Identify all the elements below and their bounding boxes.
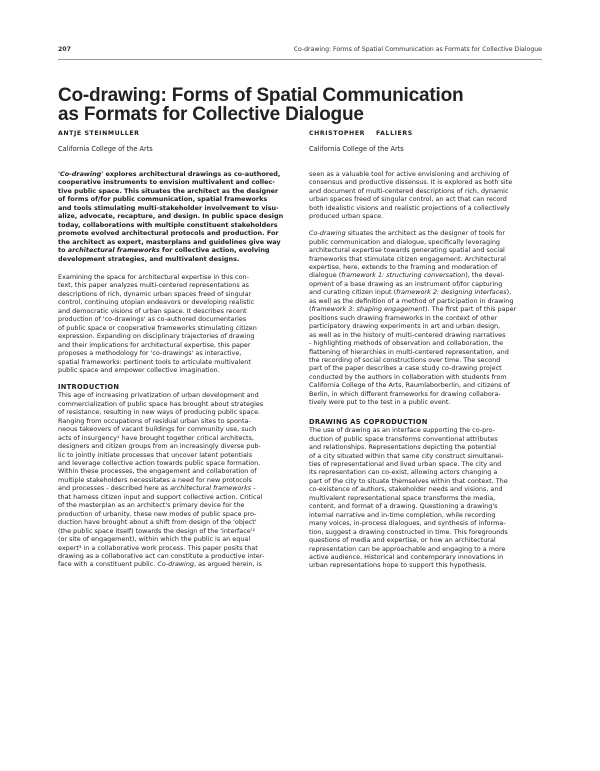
text-line: This age of increasing privatization of urban development and [58,391,259,400]
text-line: (framework 3: shaping engagement). The first part of this paper [309,305,517,314]
text-line: and tools stimulating multi-stakeholder involvement to visu- [58,203,279,212]
text-line: Examining the space for architectural expertise in this con- [58,272,249,281]
text-line: of public space or cooperative frameworks stimulating citizen [58,323,257,332]
text-line: ties of representational and lived urban space. The city and [309,460,502,468]
text-line: frameworks that stimulate citizen engagement. Architectural [309,254,506,263]
text-line: the recording of social constructions over time. The second [309,356,501,365]
author-affiliation: California College of the Arts [58,145,153,153]
text-line: duction have brought about a shift from design of the 'object' [58,518,257,527]
text-line: Ranging from occupations of residual urban sites to sponta- [58,416,251,425]
text-line: face with a constituent public. Co-drawing, as argued herein, is [58,560,262,569]
text-line: public space and empower collective imagination. [58,365,220,374]
paper-title [58,86,478,124]
text-line: duction of public space transforms conventional attributes [309,434,498,443]
text-line: conducted by the authors in collaboration with students from [309,372,507,381]
text-line: multiple stakeholders necessitates a need for new protocols [58,475,252,484]
page-number: 207 [58,46,71,53]
title-line: as Formats for Collective Dialogue [58,104,364,125]
text-line: active audience. Historical and contemporary innovations in [309,552,504,561]
author-name: CHRISTOPHER FALLIERS [309,130,413,137]
text-line: spatial frameworks: pertinent tools to articulate multivalent [58,357,251,366]
text-line: that harness citizen input and support collective action. Critical [58,492,263,501]
paragraph [309,170,541,221]
text-line: urban representations hope to support this hypothesis. [309,561,487,570]
text-line: its representation can co-exist, allowing actors changing a [309,468,498,477]
text-line: expert³ in a collaborative work process. This paper posits that [58,543,258,552]
left-column [58,170,286,577]
text-line: tion, suggest a drawing constructed in time. This foregrounds [309,527,508,536]
text-line: public communication and dialogue, specifically leveraging [309,237,501,246]
text-line: opment of a base drawing as an instrument of/for capturing [309,279,503,288]
text-line: (or site of engagement), within which the public is an equal [58,535,251,544]
text-line: participatory drawing experiments in art and urban design, [309,322,501,331]
section-heading-coproduction: DRAWING AS COPRODUCTION [309,417,428,426]
page-header [58,46,542,58]
header-divider [58,59,542,60]
abstract [58,170,286,263]
text-line: many voices, in-process dialogues, and synthesis of informa- [309,519,506,528]
text-line: promote evolved architectural protocols and production. For [58,229,279,238]
text-line: part of the city to situate themselves within that context. The [309,476,508,485]
text-line: and their implications for architectural expertise, this paper [58,340,251,349]
text-line: urban spaces freed of singular control, an act that can record [309,195,507,204]
text-line: descriptions of rich, dynamic urban spaces freed of singular [58,289,252,298]
text-line: architectural expertise towards generating spatial and social [309,246,505,255]
text-line: and leverage collective action towards public space formation. [58,459,261,467]
text-line: tive public space. This situates the architect as the designer [58,186,279,195]
author-block [309,130,413,153]
text-line: content, and format of a drawing. Questioning a drawing's [309,502,498,511]
text-line: control, continuing utopian endeavors or developing realistic [58,298,255,307]
running-title: Co-drawing: Forms of Spatial Communication as Formats for Collective Dialogue [293,46,542,53]
text-line: to architectural frameworks for collective action, evolving [58,246,270,255]
text-line: Within these processes, the engagement and collaboration of [58,467,257,476]
text-line: questions of media and expertise, or how an architectural [309,536,496,545]
text-line: text, this paper analyzes multi-centered representations as [58,281,250,290]
text-line: designers and citizen groups from an increasingly diverse pub- [58,442,261,451]
text-line: internal narrative and in-time completion, while recording [309,510,496,519]
text-line: of resistance, resulting in new ways of producing public space. [58,408,261,417]
text-line: lic to jointly initiate processes that uncover latent potentials [58,450,253,459]
text-line: seen as a valuable tool for active envisioning and archiving of [309,170,509,178]
text-line: and democratic visions of urban space. It describes recent [58,306,247,315]
paragraph [309,229,541,407]
text-line: as well as the definition of a method of participation in drawing [309,296,514,305]
text-line: (the public space itself) towards the design of the 'interface'² [58,526,256,535]
text-line: positions such drawing frameworks in the context of other [309,313,498,322]
text-line: as well as in the history of multi-centered drawing narratives [309,330,506,339]
text-line: cooperative instruments to envision multivalent and collec- [58,178,275,187]
text-line: Co-drawing situates the architect as the designer of tools for [309,229,505,238]
text-line: drawing as a collaborative act can constitute a productive inter- [58,551,265,560]
text-line: production of urbanity, these new modes of public space pro- [58,509,257,518]
text-line: produced urban space. [309,212,384,221]
text-line: California College of the Arts, Raumlaborberlin, and citizens of [309,381,510,390]
text-line: and relationships. Representations depicting the potential [309,443,496,452]
text-line: of forms of/for public communication, spatial frameworks [58,195,268,204]
text-line: tively were put to the test in a public event. [309,398,451,407]
right-column [309,170,541,578]
author-affiliation: California College of the Arts [309,145,404,153]
text-line: the architect as expert, masterplans and guidelines give way [58,237,281,246]
text-line: - highlighting methods of observation and collaboration, the [309,339,504,348]
text-line: neous takeovers of vacant buildings for community use, such [58,425,257,434]
text-line: consensus and productive dissensus. It is explored as both site [309,178,513,187]
intro-paragraph [58,273,286,374]
text-line: and document of multi-centered descriptions of rich, dynamic [309,186,509,195]
text-line: dialogue (framework 1: structuring conversation), the devel- [309,271,505,280]
text-line: flattening of hierarchies in multi-centered representation, and [309,347,509,356]
coproduction-body [309,426,541,570]
text-line: representation can be approachable and engaging to a more [309,544,506,553]
text-line: of a city situated within that same city construct simultanei- [309,451,504,460]
title-line: Co-drawing: Forms of Spatial Communication [58,85,464,106]
text-line: Berlin, in which different frameworks for drawing collabora- [309,389,501,398]
text-line: alize, advocate, recapture, and design. In public space design [58,212,284,221]
text-line: commercialization of public space has brought about strategies [58,399,264,408]
text-line: proposes a methodology for 'co-drawings' as interactive, [58,349,242,358]
text-line: expertise, here, extends to the framing and moderation of [309,263,498,272]
text-line: both idealistic visions and realistic projections of a collectively [309,203,510,212]
introduction-body [58,391,286,569]
text-line: acts of insurgency¹ have brought together critical architects, [58,433,254,442]
text-line: expression. Expanding on disciplinary trajectories of drawing [58,332,255,341]
introduction-heading: INTRODUCTION [58,382,120,391]
text-line: 'Co-drawing' explores architectural drawings as co-authored, [58,170,281,178]
text-line: multivalent representational space transforms the media, [309,493,496,502]
author-block [58,130,153,153]
text-line: development strategies, and multivalent designs. [58,254,240,263]
text-line: of the masterplan as an architect's primary device for the [58,501,245,510]
text-line: and processes - described here as architectural frameworks - [58,484,256,493]
text-line: co-existence of authors, stakeholder needs and visions, and [309,485,503,494]
text-line: and curating citizen input (framework 2: designing interfaces), [309,288,512,297]
text-line: production of 'co-drawings' as co-authored documentaries [58,315,247,324]
text-line: The use of drawing as an interface supporting the co-pro- [309,426,496,435]
author-name: ANTJE STEINMULLER [58,130,140,137]
text-line: today, collaborations with multiple constituent stakeholders [58,220,278,229]
text-line: part of the paper describes a case study co-drawing project [309,364,502,373]
